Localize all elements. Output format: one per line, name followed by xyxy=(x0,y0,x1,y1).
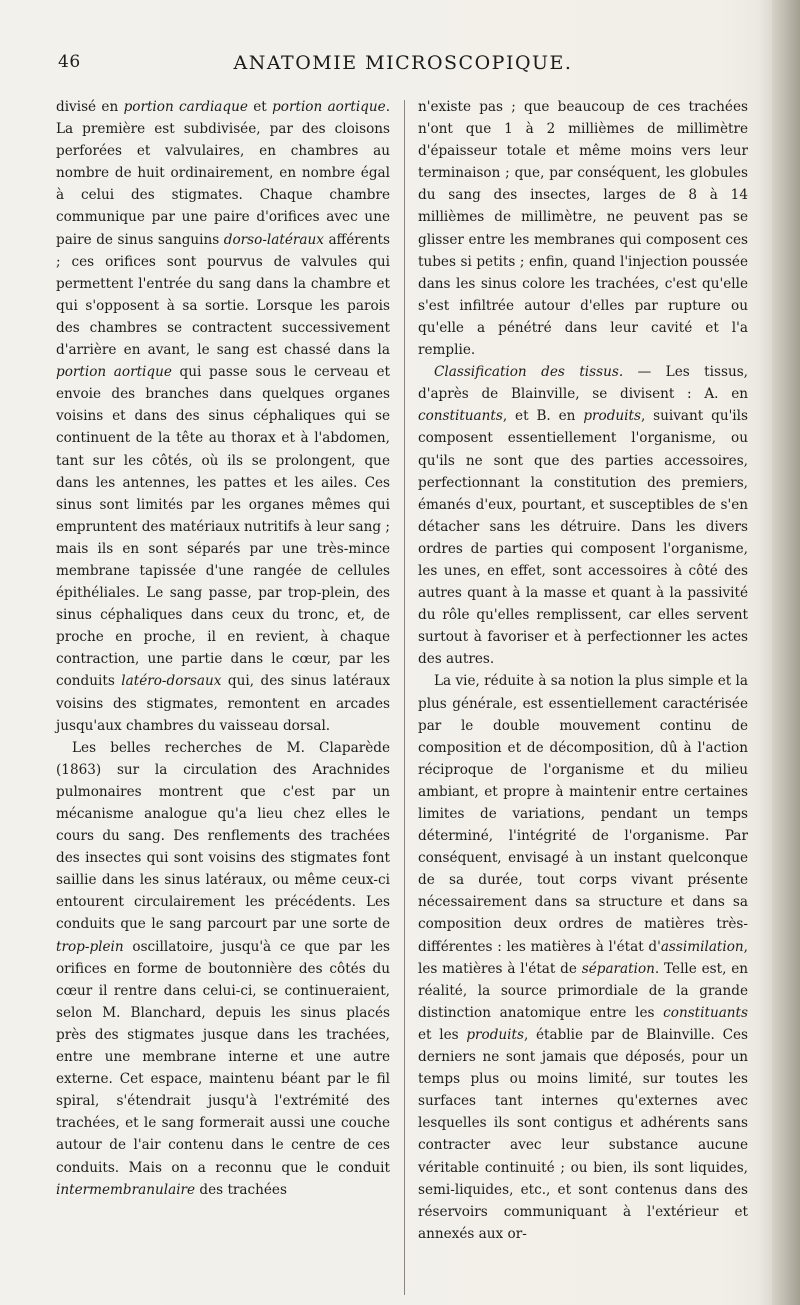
italic-term: portion aortique xyxy=(272,99,386,115)
text-run: oscillatoire, jusqu'à ce que par les orifices en forme de boutonnière des côtés du cœur il rentre dans celui-ci, se continueraient, selon M. Blanchard, depuis les sinus placés près des stigmates jusque dans les trachées, entre une membrane interne et une autre externe. Cet espace, maintenu béant par le fil spiral, s'étendrait jusqu'à l'extrémité des trachées, et le sang formerait aussi une couche autour de l'air contenu dans le centre de ces conduits. Mais on a reconnu que le conduit xyxy=(56,938,390,1176)
text-run: qui passe sous le cerveau et envoie des branches dans quelques organes voisins et dans des sinus céphaliques qui se continuent de la tête au thorax et à l'abdomen, tant sur les côtés, où ils se prolongent, que dans les antennes, les pattes et les ailes. Ces sinus sont limités par les organes mêmes qui empruntent des matériaux nutritifs à leur sang ; mais ils en sont séparés par une très-mince membrane tapissée d'une rangée de cellules épithéliales. Le sang passe, par trop-plein, des sinus céphaliques dans ceux du tronc, et, de proche en proche, il en revient, à chaque contraction, une partie dans le cœur, par les conduits xyxy=(56,364,390,690)
text-run: , et B. en xyxy=(502,408,584,425)
italic-term: portion aortique xyxy=(56,364,172,381)
italic-term: dorso-latéraux xyxy=(223,231,324,248)
italic-term: portion cardiaque xyxy=(123,99,248,115)
text-run: et xyxy=(247,99,273,115)
text-run: des trachées xyxy=(195,1181,287,1198)
italic-term: produits xyxy=(583,408,641,425)
text-run: , les matières à l'état de xyxy=(418,938,748,977)
text-run: divisé en xyxy=(56,99,124,115)
italic-term: assimilation xyxy=(660,938,744,955)
text-run: , suivant qu'ils composent essentiellement l'organisme, ou qu'ils ne sont que des parties accessoires, perfectionnant la constitution des premiers, émanés d'eux, pourtant, et susceptibles de s'en détacher sans les détruire. Dans les divers ordres de parties qui composent l'organisme, les unes, en effet, sont accessoires à côté des autres quant à la masse et quant à la passivité du rôle qu'elles remplissent, car elles servent surtout à favoriser et à perfectionner les actes des autres. xyxy=(418,408,748,668)
page-number: 46 xyxy=(58,52,81,72)
text-run: , établie par de Blainville. Ces derniers ne sont jamais que déposés, pour un temps plus ou moins limité, sur toutes les surfaces tant internes qu'externes avec lesquelles ils sont contigus et adhérents sans contracter avec leur substance aucune véritable continuité ; ou bien, ils sont liquides, semi-liquides, etc., et sont contenus dans des réservoirs communiquant à l'extérieur et annexés aux or- xyxy=(418,1026,748,1242)
italic-term: produits xyxy=(466,1026,524,1043)
page-binding-edge xyxy=(772,0,800,1305)
right-column xyxy=(418,96,748,1245)
paragraph xyxy=(418,670,748,1244)
text-run: . Telle est, en réalité, la source primordiale de la grande distinction anatomique entre les xyxy=(418,960,749,1021)
page-header xyxy=(58,52,748,82)
text-run: La vie, réduite à sa notion la plus simple et la plus générale, est essentiellement caractérisée par le double mouvement continu de composition et de décomposition, dû à l'action réciproque de l'organisme et du milieu ambiant, et propre à maintenir entre certaines limites de variations, pendant un temps déterminé, l'intégrité de l'organisme. Par conséquent, envisagé à un instant quelconque de sa durée, tout corps vivant présente nécessairement dans sa structure et dans sa composition deux ordres de matières très-différentes : les matières à l'état d' xyxy=(418,673,748,955)
left-column xyxy=(56,96,390,1201)
italic-term: latéro-dorsaux xyxy=(121,673,222,690)
italic-term: constituants xyxy=(663,1004,748,1021)
italic-term: trop-plein xyxy=(56,938,124,955)
italic-term: séparation xyxy=(581,960,655,977)
paragraph xyxy=(418,361,748,670)
binding-shadow xyxy=(758,0,772,1305)
italic-term: constituants xyxy=(418,408,503,425)
paragraph xyxy=(56,737,390,1201)
text-run: — Les tissus, d'après de Blainville, se divisent : A. en xyxy=(418,364,748,403)
text-run: n'existe pas ; que beaucoup de ces trachées n'ont que 1 à 2 millièmes de millimètre d'épaisseur totale et même moins vers leur terminaison ; que, par conséquent, les globules du sang des insectes, larges de 8 à 14 millièmes de millimètre, ne peuvent pas se glisser entre les membranes qui composent ces tubes si petits ; enfin, quand l'injection poussée dans les sinus colore les trachées, c'est qu'elle s'est infiltrée autour d'elles par rupture ou qu'elle a pénétré dans leur cavité et l'a remplie. xyxy=(418,99,748,359)
column-divider xyxy=(404,100,405,1295)
text-run: et les xyxy=(418,1026,467,1043)
italic-term: intermembranulaire xyxy=(56,1181,196,1198)
text-run: afférents ; ces orifices sont pourvus de valvules qui permettent l'entrée du sang dans la chambre et qui s'opposent à sa sortie. Lorsque les parois des chambres se contractent successivement d'arrière en avant, le sang est chassé dans la xyxy=(56,231,390,359)
running-head: ANATOMIE MICROSCOPIQUE. xyxy=(233,52,573,74)
text-run: . La première est subdivisée, par des cloisons perforées et valvulaires, en chambres au nombre de huit ordinairement, en nombre égal à celui des stigmates. Chaque chambre communique par une paire d'orifices avec une paire de sinus sanguins xyxy=(56,99,391,248)
text-run: qui, des sinus latéraux voisins des stigmates, remontent en arcades jusqu'aux chambres du vaisseau dorsal. xyxy=(56,673,390,734)
text-run: Les belles recherches de M. Claparède (1863) sur la circulation des Arachnides pulmonaires montrent que c'est par un mécanisme analogue qu'a lieu chez elles le cours du sang. Des renflements des trachées des insectes qui sont voisins des stigmates font saillie dans les sinus latéraux, ou même ceux-ci entourent circulairement les précédents. Les conduits que le sang parcourt par une sorte de xyxy=(56,739,390,933)
paragraph xyxy=(418,96,748,361)
paragraph xyxy=(56,96,390,737)
italic-term: Classification des tissus. xyxy=(434,364,624,381)
